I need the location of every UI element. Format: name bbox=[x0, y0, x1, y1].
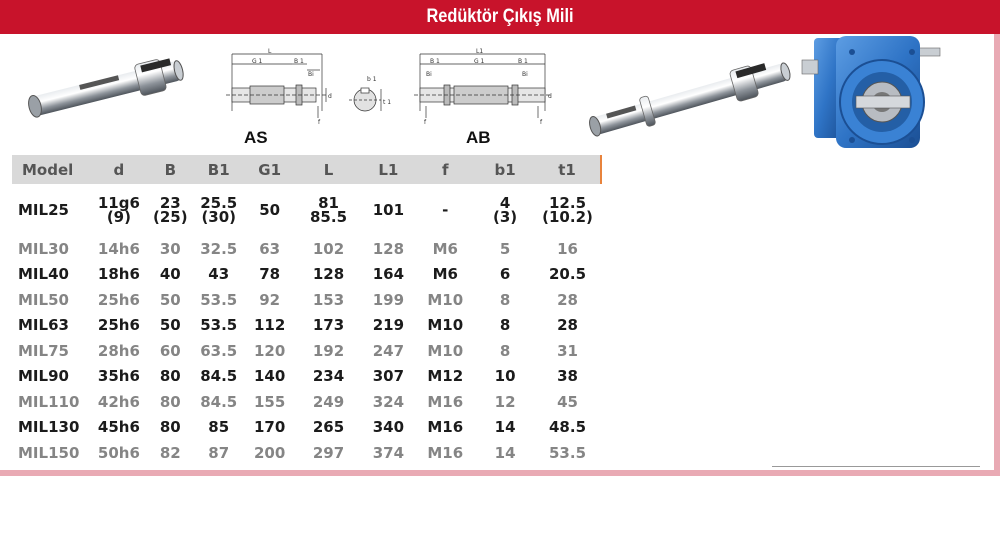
table-cell: 60 bbox=[159, 341, 181, 360]
table-cell: 199 bbox=[372, 290, 405, 309]
table-row bbox=[12, 313, 601, 339]
table-cell: 92 bbox=[259, 290, 281, 309]
table-cell: 340 bbox=[372, 418, 405, 437]
table-cell: 297 bbox=[312, 443, 345, 462]
gearbox-photo bbox=[796, 30, 946, 156]
table-cell: 12.5 (10.2) bbox=[542, 194, 593, 226]
dim-Bi-ab: Bi bbox=[426, 71, 432, 78]
table-row bbox=[12, 389, 601, 415]
column-header: B bbox=[148, 155, 193, 184]
table-cell: 38 bbox=[557, 367, 578, 386]
table-cell: 87 bbox=[208, 443, 230, 462]
table-cell: 23 (25) bbox=[153, 194, 188, 226]
table-cell: 112 bbox=[253, 316, 286, 335]
table-cell: 164 bbox=[372, 265, 405, 284]
table-cell: 14h6 bbox=[97, 239, 140, 258]
dim-f-ab-right: f bbox=[540, 119, 543, 126]
table-cell: M10 bbox=[427, 341, 464, 360]
table-cell: 53.5 bbox=[200, 316, 238, 335]
model-cell: MIL75 bbox=[18, 341, 69, 360]
table-cell: - bbox=[442, 201, 449, 219]
dim-f-ab-left: f bbox=[424, 119, 427, 126]
table-cell: 82 bbox=[159, 443, 181, 462]
table-cell: 128 bbox=[312, 265, 345, 284]
table-cell: 84.5 bbox=[200, 392, 238, 411]
table-cell: 28h6 bbox=[97, 341, 140, 360]
table-cell: 28 bbox=[557, 316, 578, 335]
dim-L1: L1 bbox=[476, 48, 484, 55]
table-cell: 31 bbox=[557, 341, 578, 360]
shaft-photo-double bbox=[585, 50, 795, 146]
table-cell: 140 bbox=[253, 367, 286, 386]
dim-B1-ab: B 1 bbox=[430, 58, 440, 65]
table-cell: 8 bbox=[499, 341, 511, 360]
column-header: d bbox=[90, 155, 148, 184]
table-cell: 128 bbox=[372, 239, 405, 258]
table-cell: 102 bbox=[312, 239, 345, 258]
table-cell: 8 bbox=[499, 290, 511, 309]
model-cell: MIL25 bbox=[18, 201, 69, 219]
table-cell: 45 bbox=[557, 392, 578, 411]
model-cell: MIL30 bbox=[18, 239, 69, 258]
table-cell: 63 bbox=[259, 239, 281, 258]
table-cell: 45h6 bbox=[97, 418, 140, 437]
table-cell: M6 bbox=[432, 265, 458, 284]
table-cell: 234 bbox=[312, 367, 345, 386]
table-cell: 63.5 bbox=[200, 341, 238, 360]
column-header: Model bbox=[12, 155, 90, 184]
table-row bbox=[12, 364, 601, 390]
table-row bbox=[12, 415, 601, 441]
table-cell: 53.5 bbox=[549, 443, 587, 462]
dim-f: f bbox=[318, 119, 321, 126]
drawing-section bbox=[345, 70, 395, 120]
table-cell: 265 bbox=[312, 418, 345, 437]
table-cell: M16 bbox=[427, 418, 464, 437]
model-cell: MIL130 bbox=[18, 418, 80, 437]
table-cell: 32.5 bbox=[200, 239, 238, 258]
table-cell: 80 bbox=[159, 418, 181, 437]
header-bar bbox=[0, 0, 1000, 34]
column-header: B1 bbox=[193, 155, 245, 184]
table-cell: 6 bbox=[499, 265, 511, 284]
table-cell: M16 bbox=[427, 443, 464, 462]
column-header: b1 bbox=[476, 155, 534, 184]
table-cell: 120 bbox=[253, 341, 286, 360]
drawing-as bbox=[222, 46, 342, 126]
dim-Bi-ab-right: Bi bbox=[522, 71, 528, 78]
table-row bbox=[12, 287, 601, 313]
table-cell: 50 bbox=[159, 316, 181, 335]
table-header-row bbox=[12, 155, 601, 184]
table-cell: 307 bbox=[372, 367, 405, 386]
spec-table bbox=[12, 155, 602, 466]
shaft-photo-single bbox=[20, 50, 196, 120]
dim-Bi: Bi bbox=[308, 71, 314, 78]
table-cell: 5 bbox=[499, 239, 511, 258]
dim-B1: B 1 bbox=[294, 58, 304, 65]
model-cell: MIL150 bbox=[18, 443, 80, 462]
column-header: t1 bbox=[534, 155, 601, 184]
table-cell: 16 bbox=[557, 239, 578, 258]
table-cell: M16 bbox=[427, 392, 464, 411]
table-cell: 28 bbox=[557, 290, 578, 309]
table-cell: M6 bbox=[432, 239, 458, 258]
table-cell: M10 bbox=[427, 316, 464, 335]
table-cell: 80 bbox=[159, 392, 181, 411]
column-header: L bbox=[295, 155, 363, 184]
table-cell: 192 bbox=[312, 341, 345, 360]
table-row bbox=[12, 262, 601, 288]
table-row bbox=[12, 236, 601, 262]
dim-d: d bbox=[328, 93, 332, 100]
model-cell: MIL63 bbox=[18, 316, 69, 335]
table-cell: M12 bbox=[427, 367, 464, 386]
table-row bbox=[12, 440, 601, 466]
table-cell: 155 bbox=[253, 392, 286, 411]
table-cell: 30 bbox=[159, 239, 181, 258]
model-cell: MIL50 bbox=[18, 290, 69, 309]
label-ab: AB bbox=[466, 128, 491, 147]
table-cell: 43 bbox=[208, 265, 230, 284]
table-cell: 48.5 bbox=[549, 418, 587, 437]
table-cell: 247 bbox=[372, 341, 405, 360]
table-cell: 374 bbox=[372, 443, 405, 462]
table-cell: 14 bbox=[494, 443, 516, 462]
table-cell: 324 bbox=[372, 392, 405, 411]
table-cell: 50 bbox=[159, 290, 181, 309]
drawing-ab bbox=[410, 46, 560, 126]
footer-rule bbox=[772, 466, 980, 467]
table-cell: 81 85.5 bbox=[310, 194, 348, 226]
column-header: f bbox=[414, 155, 476, 184]
dim-G1: G 1 bbox=[252, 58, 263, 65]
table-cell: 50 bbox=[259, 201, 281, 219]
table-cell: 35h6 bbox=[97, 367, 140, 386]
model-cell: MIL40 bbox=[18, 265, 69, 284]
table-cell: 10 bbox=[494, 367, 516, 386]
dim-L: L bbox=[268, 48, 272, 55]
table-cell: 25h6 bbox=[97, 316, 140, 335]
table-cell: 14 bbox=[494, 418, 516, 437]
table-cell: 170 bbox=[253, 418, 286, 437]
table-cell: 219 bbox=[372, 316, 405, 335]
table-cell: 18h6 bbox=[97, 265, 140, 284]
table-cell: 20.5 bbox=[549, 265, 587, 284]
dim-b1: b 1 bbox=[367, 76, 377, 83]
table-cell: 80 bbox=[159, 367, 181, 386]
table-cell: 12 bbox=[494, 392, 516, 411]
model-cell: MIL110 bbox=[18, 392, 80, 411]
table-cell: 25h6 bbox=[97, 290, 140, 309]
table-row bbox=[12, 338, 601, 364]
table-cell: 200 bbox=[253, 443, 286, 462]
table-cell: 40 bbox=[159, 265, 181, 284]
model-cell: MIL90 bbox=[18, 367, 69, 386]
table-cell: 42h6 bbox=[97, 392, 140, 411]
dim-G1-ab: G 1 bbox=[474, 58, 485, 65]
dim-d-ab: d bbox=[548, 93, 552, 100]
table-cell: M10 bbox=[427, 290, 464, 309]
table-cell: 11g6 (9) bbox=[97, 194, 140, 226]
table-cell: 101 bbox=[372, 201, 405, 219]
table-row bbox=[12, 184, 601, 236]
column-header: L1 bbox=[362, 155, 414, 184]
table-cell: 25.5 (30) bbox=[200, 194, 238, 226]
table-cell: 53.5 bbox=[200, 290, 238, 309]
table-cell: 84.5 bbox=[200, 367, 238, 386]
dim-B1-ab-right: B 1 bbox=[518, 58, 528, 65]
page-title: Redüktör Çıkış Mili bbox=[426, 6, 574, 27]
table-cell: 4 (3) bbox=[493, 194, 518, 226]
column-header: G1 bbox=[245, 155, 295, 184]
table-cell: 153 bbox=[312, 290, 345, 309]
table-cell: 8 bbox=[499, 316, 511, 335]
table-cell: 50h6 bbox=[97, 443, 140, 462]
table-cell: 85 bbox=[208, 418, 230, 437]
label-as: AS bbox=[244, 128, 268, 147]
table-cell: 249 bbox=[312, 392, 345, 411]
dim-t1: t 1 bbox=[383, 99, 392, 106]
table-cell: 173 bbox=[312, 316, 345, 335]
table-cell: 78 bbox=[259, 265, 281, 284]
